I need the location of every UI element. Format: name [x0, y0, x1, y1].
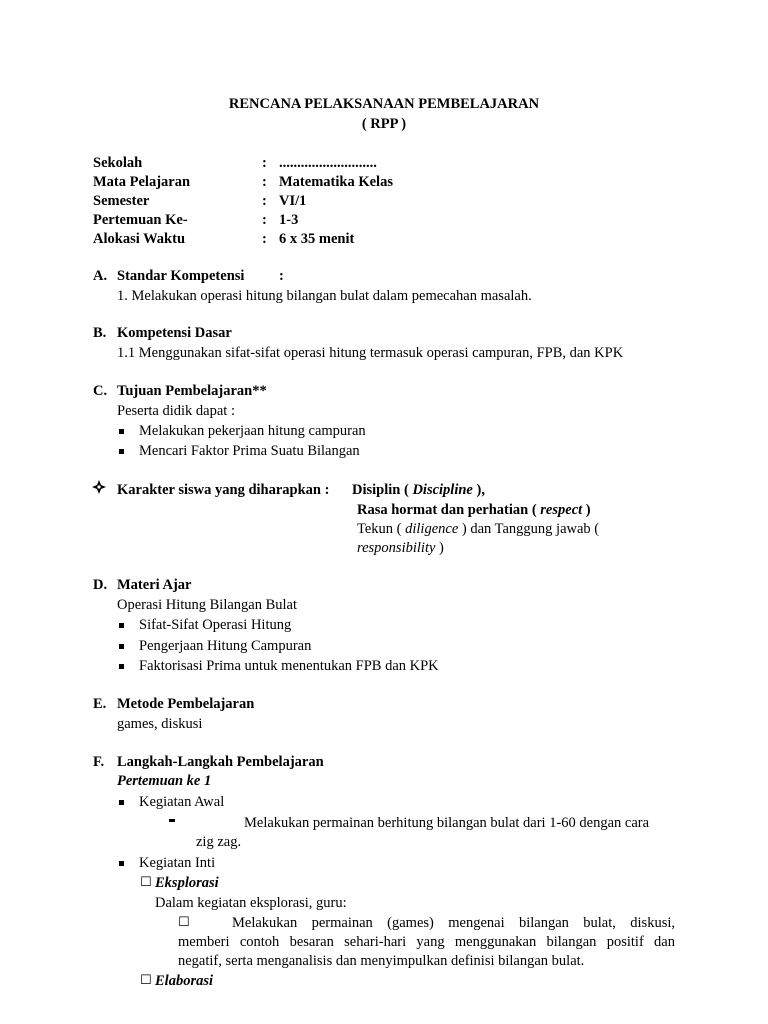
diamond-bullet-icon	[92, 480, 106, 500]
identity-label-sekolah: Sekolah	[93, 155, 143, 171]
identity-label-mapel: Mata Pelajaran	[93, 174, 191, 190]
bullet-icon	[119, 636, 124, 656]
identity-colon: :	[262, 212, 267, 228]
bullet-icon	[119, 853, 124, 873]
section-d-letter: D.	[93, 577, 108, 593]
section-f-subheading: Pertemuan ke 1	[117, 773, 212, 789]
section-f-heading: Langkah-Langkah Pembelajaran	[117, 754, 324, 770]
eksplorasi-text-line-2: memberi contoh besaran sehari-hari yang menggunakan bilangan positif dan	[178, 934, 675, 950]
eksplorasi-intro: Dalam kegiatan eksplorasi, guru:	[155, 895, 347, 911]
kegiatan-inti-label: Kegiatan Inti	[139, 855, 216, 871]
identity-colon: :	[262, 231, 267, 247]
identity-colon: :	[262, 174, 267, 190]
section-c-intro: Peserta didik dapat :	[117, 403, 235, 419]
section-c-letter: C.	[93, 383, 108, 399]
bullet-icon	[119, 421, 124, 441]
list-item: Faktorisasi Prima untuk menentukan FPB dan KPK	[139, 658, 439, 674]
kegiatan-awal-label: Kegiatan Awal	[139, 794, 225, 810]
bullet-icon	[119, 441, 124, 461]
checkbox-icon: ☐	[140, 973, 152, 988]
section-f-letter: F.	[93, 754, 105, 770]
elaborasi-heading: Elaborasi	[155, 973, 214, 989]
bullet-icon	[119, 656, 124, 676]
list-item: Mencari Faktor Prima Suatu Bilangan	[139, 443, 360, 459]
section-e-heading: Metode Pembelajaran	[117, 696, 255, 712]
dash-bullet-icon	[169, 819, 175, 822]
karakter-line-2: Rasa hormat dan perhatian ( respect )	[357, 502, 591, 518]
kegiatan-awal-text-cont: zig zag.	[196, 834, 242, 850]
list-item: Sifat-Sifat Operasi Hitung	[139, 617, 292, 633]
section-d-heading: Materi Ajar	[117, 577, 192, 593]
kegiatan-awal-text: Melakukan permainan berhitung bilangan bulat dari 1-60 dengan cara	[244, 815, 650, 831]
identity-label-semester: Semester	[93, 193, 150, 209]
section-b-heading: Kompetensi Dasar	[117, 325, 232, 341]
section-a-letter: A.	[93, 268, 108, 284]
eksplorasi-text-line-1: Melakukan permainan (games) mengenai bilangan bulat, diskusi,	[232, 915, 675, 931]
identity-value-sekolah: ...........................	[279, 155, 377, 171]
section-a-colon: :	[279, 268, 284, 284]
section-e-text: games, diskusi	[117, 716, 203, 732]
identity-colon: :	[262, 193, 267, 209]
identity-value-alokasi: 6 x 35 menit	[279, 231, 355, 247]
document-subtitle: ( RPP )	[361, 116, 407, 132]
checkbox-icon: ☐	[178, 915, 190, 930]
section-c-heading: Tujuan Pembelajaran**	[117, 383, 267, 399]
section-a-heading: Standar Kompetensi	[117, 268, 245, 284]
karakter-line-3: Tekun ( diligence ) dan Tanggung jawab (	[357, 521, 600, 537]
bullet-icon	[119, 615, 124, 635]
section-b-letter: B.	[93, 325, 107, 341]
eksplorasi-text-line-3: negatif, serta menganalisis dan menyimpulkan definisi bilangan bulat.	[178, 953, 585, 969]
section-a-item: 1. Melakukan operasi hitung bilangan bulat dalam pemecahan masalah.	[117, 288, 532, 304]
bullet-icon	[119, 792, 124, 812]
document-title: RENCANA PELAKSANAAN PEMBELAJARAN	[228, 96, 540, 112]
identity-value-semester: VI/1	[279, 193, 307, 209]
karakter-heading: Karakter siswa yang diharapkan :	[117, 482, 330, 498]
section-b-item: 1.1 Menggunakan sifat-sifat operasi hitung termasuk operasi campuran, FPB, dan KPK	[117, 345, 624, 361]
section-e-letter: E.	[93, 696, 107, 712]
eksplorasi-heading: Eksplorasi	[155, 875, 219, 891]
karakter-line-1: Disiplin ( Discipline ),	[352, 482, 485, 498]
identity-colon: :	[262, 155, 267, 171]
checkbox-icon: ☐	[140, 875, 152, 890]
list-item: Melakukan pekerjaan hitung campuran	[139, 423, 366, 439]
identity-label-alokasi: Alokasi Waktu	[93, 231, 186, 247]
section-d-intro: Operasi Hitung Bilangan Bulat	[117, 597, 298, 613]
identity-value-pertemuan: 1-3	[279, 212, 299, 228]
list-item: Pengerjaan Hitung Campuran	[139, 638, 312, 654]
identity-value-mapel: Matematika Kelas	[279, 174, 393, 190]
karakter-line-4: responsibility )	[357, 540, 444, 556]
identity-label-pertemuan: Pertemuan Ke-	[93, 212, 188, 228]
